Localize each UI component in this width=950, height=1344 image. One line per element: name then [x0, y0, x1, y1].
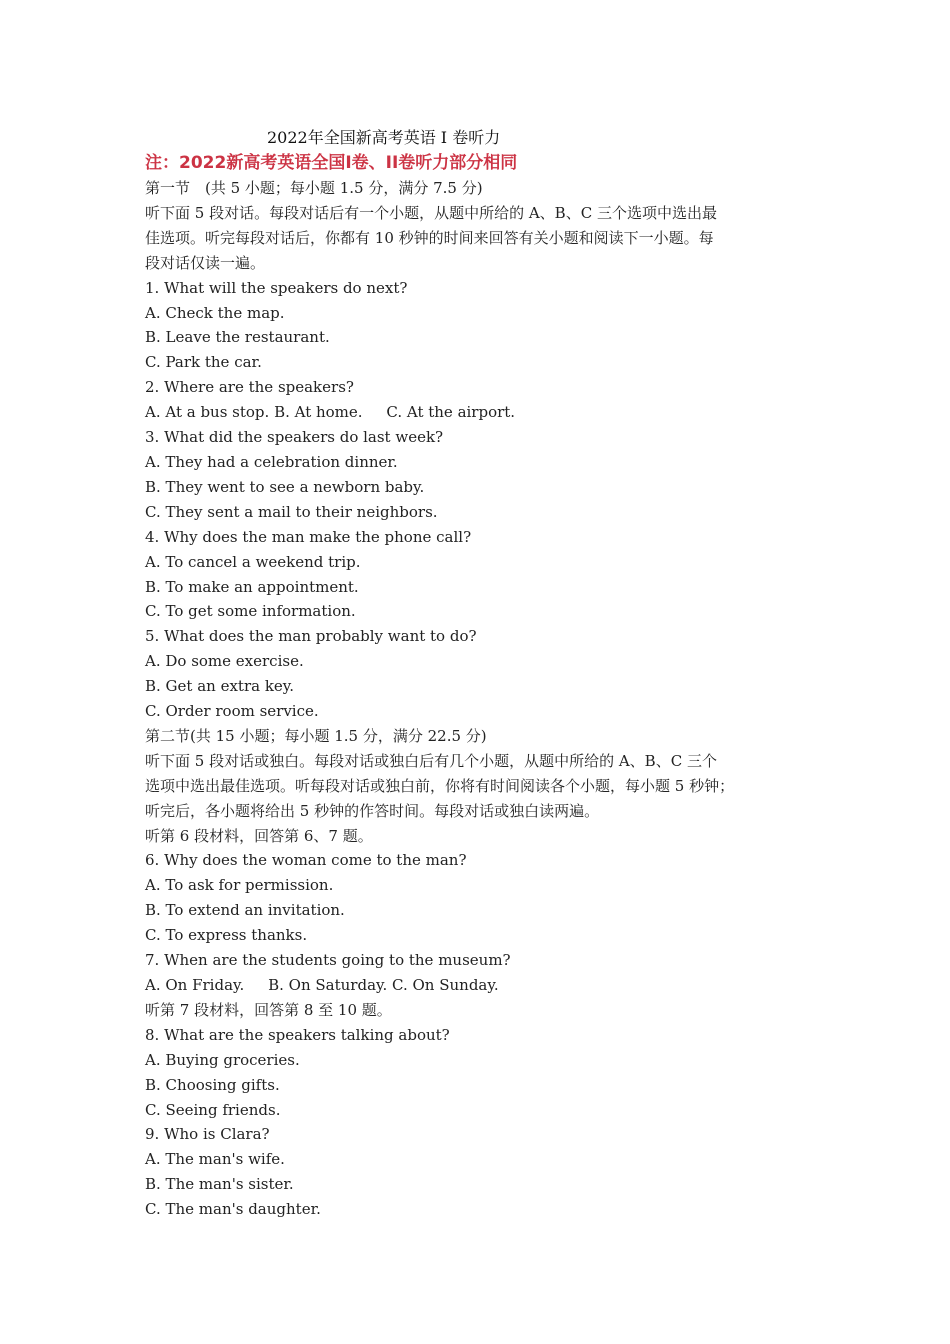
question-1-option-c: C. Park the car.: [145, 353, 262, 372]
question-9-option-b: B. The man's sister.: [145, 1175, 294, 1194]
question-8: 8. What are the speakers talking about?: [145, 1025, 450, 1044]
question-5-option-a: A. Do some exercise.: [145, 652, 304, 671]
question-1-option-b: B. Leave the restaurant.: [145, 328, 330, 347]
question-5-option-c: C. Order room service.: [145, 702, 319, 721]
question-2-options: A. At a bus stop. B. At home. C. At the airport.: [145, 403, 516, 422]
question-5: 5. What does the man probably want to do?: [145, 627, 477, 646]
question-9-option-c: C. The man's daughter.: [145, 1200, 321, 1219]
question-3: 3. What did the speakers do last week?: [145, 428, 444, 447]
question-3-option-c: C. They sent a mail to their neighbors.: [145, 502, 438, 521]
material-7-heading: 听第 7 段材料，回答第 8 至 10 题。: [145, 1000, 392, 1019]
question-7-options: A. On Friday. B. On Saturday. C. On Sunday.: [145, 976, 499, 994]
question-3-option-a: A. They had a celebration dinner.: [145, 452, 398, 471]
question-4-option-b: B. To make an appointment.: [145, 577, 359, 596]
document-title: 2022年全国新高考英语 I 卷听力: [267, 128, 501, 147]
question-2: 2. Where are the speakers?: [145, 378, 354, 397]
question-1-option-a: A. Check the map.: [145, 303, 285, 322]
question-8-option-c: C. Seeing friends.: [145, 1100, 281, 1119]
question-1: 1. What will the speakers do next?: [145, 278, 408, 297]
section2-header: 第二节(共 15 小题；每小题 1.5 分，满分 22.5 分): [145, 726, 487, 745]
material-6-heading: 听第 6 段材料，回答第 6、7 题。: [145, 826, 373, 845]
question-4: 4. Why does the man make the phone call?: [145, 527, 472, 546]
question-9-option-a: A. The man's wife.: [145, 1150, 285, 1169]
question-6-option-c: C. To express thanks.: [145, 926, 308, 945]
question-6-option-b: B. To extend an invitation.: [145, 901, 345, 920]
section1-header: 第一节 (共 5 小题；每小题 1.5 分，满分 7.5 分): [145, 179, 483, 197]
red-note: 注：2022新高考英语全国I卷、II卷听力部分相同: [145, 153, 518, 173]
question-4-option-c: C. To get some information.: [145, 602, 356, 621]
question-8-option-a: A. Buying groceries.: [145, 1050, 300, 1069]
question-6: 6. Why does the woman come to the man?: [145, 851, 467, 870]
question-8-option-b: B. Choosing gifts.: [145, 1075, 280, 1094]
question-3-option-b: B. They went to see a newborn baby.: [145, 477, 425, 496]
question-6-option-a: A. To ask for permission.: [145, 876, 334, 895]
question-7: 7. When are the students going to the museum?: [145, 951, 511, 970]
document-body: [145, 126, 815, 1222]
section1-instructions: 听下面 5 段对话。每段对话后有一个小题，从题中所给的 A、B、C 三个选项中选出最 佳选项。听完每段对话后，你都有 10 秒钟的时间来回答有关小题和阅读下一小题。每 段对话仅读一遍。: [145, 203, 717, 272]
section2-instructions: 听下面 5 段对话或独白。每段对话或独白后有几个小题，从题中所给的 A、B、C 三个 选项中选出最佳选项。听每段对话或独白前，你将有时间阅读各个小题，每小题 5 秒钟； 听完后，各小题将给出 5 秒钟的作答时间。每段对话或独白读两遍。: [145, 751, 735, 820]
question-9: 9. Who is Clara?: [145, 1125, 270, 1144]
question-5-option-b: B. Get an extra key.: [145, 677, 295, 696]
question-4-option-a: A. To cancel a weekend trip.: [145, 552, 361, 571]
